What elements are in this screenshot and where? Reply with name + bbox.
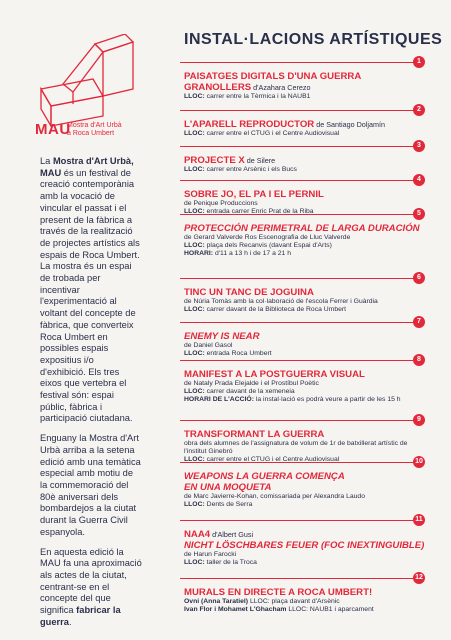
entry-title-text: SOBRE JO, EL PA I EL PERNIL bbox=[184, 189, 324, 200]
entry-detail-value: plaça dels Recanvis (davant Espai d'Arts) bbox=[206, 242, 332, 250]
intro-paragraph-2: Enguany la Mostra d'Art Urbà arriba a la setena edició amb una temàtica especial amb motiu de la commemoració del 80è aniversari dels bombardejos a la ciutat durant la Guerra Civil espanyola. bbox=[40, 433, 141, 537]
entry-author: de Penique Produccions bbox=[184, 200, 258, 207]
entry-detail-value: entrada carrer Enric Prat de la Riba bbox=[206, 208, 314, 216]
entry-author: obra dels alumnes de l'assignatura de volum de 1r de batxillerat artístic de l'institut Ginebró bbox=[184, 440, 408, 456]
entry-detail-value: la instal·lació es podrà veure a partir de les 15 h bbox=[255, 396, 401, 404]
installation-entry bbox=[184, 106, 421, 138]
entry-number-badge: 2 bbox=[413, 104, 425, 116]
intro-text bbox=[40, 156, 142, 636]
entry-detail-label: LLOC: bbox=[184, 208, 205, 216]
entry-title-2 bbox=[184, 482, 419, 493]
mau-logo-icon bbox=[33, 34, 143, 134]
entry-title-text: TRANSFORMANT LA GUERRA bbox=[184, 429, 325, 440]
entry-title-2-text: GRANOLLERS bbox=[184, 82, 252, 93]
entry-title-text: NICHT LÖSCHBARES FEUER (FOC INEXTINGUIBLE) bbox=[184, 540, 425, 551]
entry-author: de Silere bbox=[246, 156, 276, 165]
entry-detail-line bbox=[184, 606, 419, 614]
entry-title-text: PAISATGES DIGITALS D'UNA GUERRA bbox=[184, 71, 362, 82]
entry-author: de Daniel Gasol bbox=[184, 342, 233, 349]
intro-p3-a: En aquesta edició la MAU fa una aproximació als actes de la ciutat, centrant-se en el concepte del que significa bbox=[40, 546, 142, 616]
intro-p1-c: és un festival de creació contemporània amb la vocació de vincular el passat i el present de la fàbrica a través de la realització de projectes artístics als espais de Roca Umbert. La mostra és un espai de trobada per incentivar l'experimentació al voltant del concepte de fàbrica, que converteix Roca Umbert en possibles espais expositius i/o d'exhibició. Els tres eixos que vertebra el festival són: espai públic, fàbrica i participació ciutadana. bbox=[40, 167, 140, 424]
entry-number-badge: 10 bbox=[413, 456, 425, 468]
entry-number-badge: 5 bbox=[413, 208, 425, 220]
entry-author: de Gerard Valverde Ros Escenografia de Lluc Valverde bbox=[184, 234, 351, 241]
entry-detail-value: taller de la Troca bbox=[206, 559, 257, 567]
entry-detail-label: Ovni (Anna Taratiel) bbox=[184, 598, 249, 605]
entry-divider bbox=[180, 360, 419, 361]
entry-detail-label: LLOC: bbox=[184, 306, 205, 314]
entry-title-text: TINC UN TANC DE JOGUINA bbox=[184, 287, 314, 298]
entry-detail-line bbox=[184, 250, 419, 258]
entry-detail-label: HORARI DE L'ACCIÓ: bbox=[184, 396, 254, 404]
entry-number-badge: 1 bbox=[413, 56, 425, 68]
installation-entry bbox=[184, 516, 423, 540]
entry-detail-value: d'11 a 13 h i de 17 a 21 h bbox=[214, 250, 291, 258]
entry-detail-value: LLOC: NAUB1 i aparcament bbox=[288, 606, 374, 614]
entry-title bbox=[184, 429, 419, 440]
entry-title bbox=[184, 119, 419, 130]
installation-entry bbox=[184, 540, 425, 567]
entry-title bbox=[184, 529, 419, 540]
entry-detail-value: carrer entre la Tèrmica i la NAUB1 bbox=[206, 93, 311, 100]
entry-detail-label: LLOC: bbox=[184, 501, 205, 509]
intro-p1-a: La bbox=[40, 156, 53, 166]
entry-title bbox=[184, 540, 425, 551]
entry-detail-label: HORARI: bbox=[184, 250, 214, 258]
entry-title bbox=[184, 155, 419, 166]
intro-p3-c: . bbox=[68, 616, 72, 627]
entry-title bbox=[184, 189, 419, 200]
entry-number-badge: 7 bbox=[413, 316, 425, 328]
logo-mark: MAU bbox=[35, 121, 71, 138]
entry-number-badge: 3 bbox=[413, 140, 425, 152]
entry-number-badge: 9 bbox=[413, 414, 425, 426]
entry-title bbox=[184, 223, 419, 234]
entry-title-text: PROJECTE X bbox=[184, 155, 245, 166]
entry-divider bbox=[180, 214, 419, 215]
entry-detail-label: LLOC: bbox=[184, 456, 205, 464]
entry-detail-label: LLOC: bbox=[184, 166, 205, 173]
logo-subtitle-2: a Roca Umbert bbox=[67, 130, 115, 137]
entry-detail-value: carrer entre Arsènic i els Bucs bbox=[206, 166, 297, 173]
entry-title-text: L'APARELL REPRODUCTOR bbox=[184, 119, 315, 130]
entry-detail-label: Ivan Flor i Mohamet L'Ghacham bbox=[184, 606, 287, 614]
entry-divider bbox=[180, 578, 419, 579]
entry-title-2 bbox=[184, 82, 419, 93]
entry-detail-line bbox=[184, 396, 419, 404]
entry-title bbox=[184, 471, 419, 482]
entry-title-text: PROTECCIÓN PERIMETRAL DE LARGA DURACIÓN bbox=[184, 223, 420, 234]
entry-detail-value: carrer davant de la Biblioteca de Roca Umbert bbox=[206, 306, 347, 314]
entry-detail-line bbox=[184, 242, 419, 250]
entry-title bbox=[184, 331, 419, 342]
entry-divider bbox=[180, 278, 419, 279]
entry-detail-line bbox=[184, 166, 419, 174]
entry-title-text: MURALS EN DIRECTE A ROCA UMBERT! bbox=[184, 587, 373, 598]
logo-subtitle-1: Mostra d'Art Urbà bbox=[67, 122, 122, 129]
entry-detail-line bbox=[184, 598, 419, 606]
entry-divider bbox=[180, 146, 419, 147]
entry-author: d'Azahara Cerezo bbox=[253, 83, 311, 92]
entry-detail-value: LLOC: plaça davant d'Arsènic bbox=[249, 598, 340, 605]
installation-entry bbox=[184, 274, 421, 314]
entry-author: de Marc Javierre-Kohan, comissariada per Alexandra Laudo bbox=[184, 493, 365, 500]
entry-divider bbox=[180, 110, 419, 111]
installation-entry bbox=[184, 356, 421, 405]
entry-detail-line bbox=[184, 130, 419, 138]
entry-divider bbox=[180, 62, 419, 63]
entry-title-text: NAA4 bbox=[184, 529, 211, 540]
entry-title-text: ENEMY IS NEAR bbox=[184, 331, 260, 342]
entry-detail-value: Dents de Serra bbox=[206, 501, 253, 509]
entry-title bbox=[184, 587, 419, 598]
entry-divider bbox=[180, 180, 419, 181]
entry-number-badge: 11 bbox=[413, 514, 425, 526]
intro-paragraph-1 bbox=[40, 156, 142, 425]
entry-detail-label: LLOC: bbox=[184, 388, 205, 396]
logo-text bbox=[35, 121, 122, 138]
intro-paragraph-3 bbox=[40, 547, 142, 629]
entry-divider bbox=[180, 322, 419, 323]
page-title: INSTAL·LACIONS ARTÍSTIQUES bbox=[184, 31, 443, 48]
entry-detail-label: LLOC: bbox=[184, 350, 205, 358]
entry-detail-value: carrer entre el CTUG i el Centre Audiovisual bbox=[206, 130, 340, 137]
entry-detail-label: LLOC: bbox=[184, 130, 205, 137]
entry-title bbox=[184, 369, 419, 380]
installation-entry bbox=[184, 142, 421, 174]
entry-divider bbox=[180, 520, 419, 521]
entry-number-badge: 8 bbox=[413, 354, 425, 366]
entry-title-text: WEAPONS LA GUERRA COMENÇA bbox=[184, 471, 345, 482]
entry-number-badge: 6 bbox=[413, 272, 425, 284]
entry-detail-value: carrer entre el CTUG i el Centre Audiovisual bbox=[206, 456, 340, 464]
installation-entry bbox=[184, 58, 421, 101]
entry-detail-line bbox=[184, 501, 419, 509]
entry-detail-line bbox=[184, 559, 419, 567]
entry-title-text: MANIFEST A LA POSTGUERRA VISUAL bbox=[184, 369, 365, 380]
entry-detail-label: LLOC: bbox=[184, 93, 205, 100]
intro-p3-b: fabricar la guerra bbox=[40, 605, 121, 627]
entry-number-badge: 4 bbox=[413, 174, 425, 186]
entry-detail-value: entrada Roca Umbert bbox=[206, 350, 272, 358]
entry-author: d'Albert Gusi bbox=[212, 530, 254, 539]
entry-title-2-text: EN UNA MOQUETA bbox=[184, 482, 272, 493]
entry-author: de Nataly Prada Elejalde i el Prostíbul Poètic bbox=[184, 380, 319, 387]
entry-divider bbox=[180, 420, 419, 421]
entry-detail-label: LLOC: bbox=[184, 242, 205, 250]
entry-detail-value: carrer davant de la xemeneia bbox=[206, 388, 295, 396]
entry-title bbox=[184, 287, 419, 298]
entry-detail-line bbox=[184, 306, 419, 314]
entry-detail-line bbox=[184, 350, 419, 358]
logo-subtitle bbox=[67, 122, 137, 138]
entry-author: de Santiago Doljamín bbox=[316, 120, 385, 129]
entry-number-badge: 12 bbox=[413, 572, 425, 584]
installation-entry bbox=[184, 318, 421, 358]
entry-detail-line bbox=[184, 93, 419, 101]
left-column bbox=[0, 0, 150, 640]
installation-entry bbox=[184, 176, 421, 216]
installation-entry bbox=[184, 574, 423, 614]
entry-divider bbox=[180, 462, 419, 463]
entry-author: de Harun Farocki bbox=[184, 551, 237, 558]
entry-title bbox=[184, 71, 419, 82]
entry-detail-label: LLOC: bbox=[184, 559, 205, 567]
installation-entry bbox=[184, 416, 421, 465]
intro-p1-b: Mostra d'Art Urbà, MAU bbox=[40, 156, 134, 178]
entry-author: de Núria Tomàs amb la col·laboració de l'escola Ferrer i Guàrdia bbox=[184, 298, 378, 305]
